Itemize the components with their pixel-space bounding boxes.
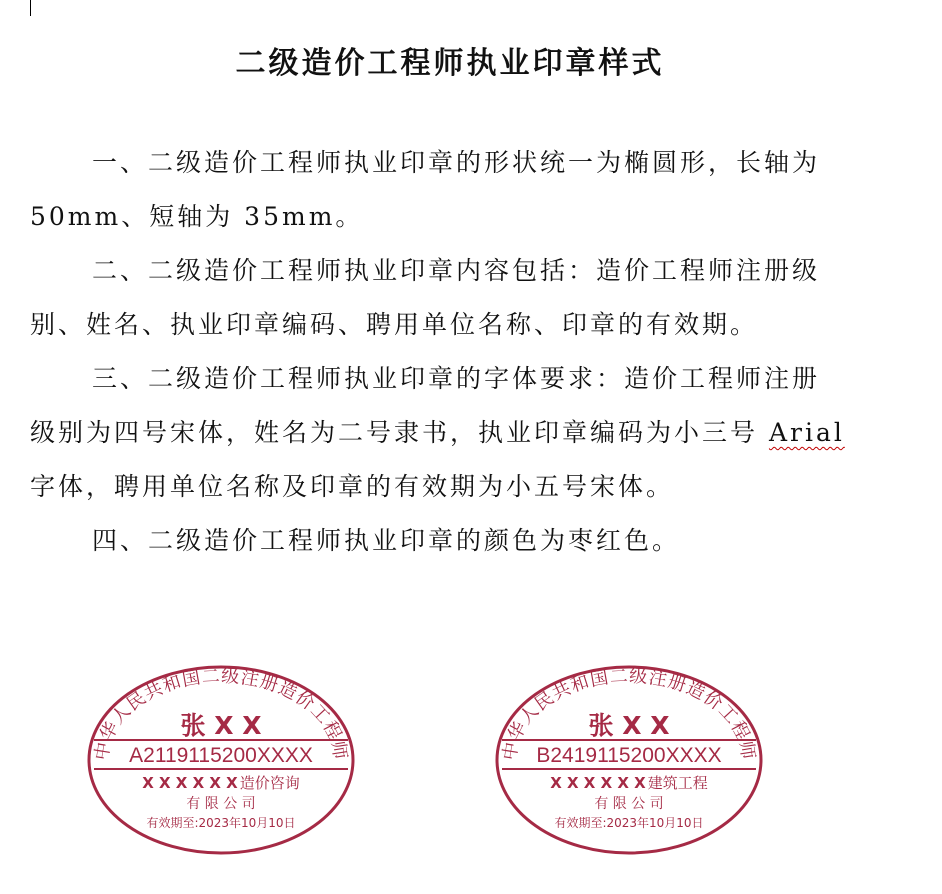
- seal-code: A2119115200XXXX: [129, 744, 313, 767]
- seal-name: 张 X X: [180, 711, 262, 740]
- paragraph-color: [30, 514, 860, 568]
- seal-graphic: [86, 664, 356, 856]
- seal-validity: 有效期至:2023年10月10日: [554, 816, 704, 830]
- seal-stamp-a: [86, 664, 356, 856]
- seal-company-line1: X X X X X X 造价咨询: [142, 774, 300, 792]
- paragraph-line: [30, 406, 860, 460]
- paragraph-content: [30, 244, 860, 352]
- paragraph-line: 字体，聘用单位名称及印章的有效期为小五号宋体。: [30, 472, 675, 501]
- seal-name: 张 X X: [588, 711, 670, 740]
- seal-stamp-b: [494, 664, 764, 856]
- seal-company-line2: 有 限 公 司: [186, 796, 256, 812]
- seal-graphic: [494, 664, 764, 856]
- seal-arc-text: 中华人民共和国二级注册造价工程师: [91, 665, 351, 762]
- paragraph-line: 二、二级造价工程师执业印章内容包括：造价工程师注册级: [92, 256, 821, 285]
- seal-code: B2419115200XXXX: [536, 744, 722, 767]
- paragraph-fonts: [30, 352, 860, 514]
- seal-company-line2: 有 限 公 司: [594, 796, 664, 812]
- text-cursor: [30, 0, 31, 16]
- seal-company-line1: X X X X X X 建筑工程: [550, 774, 708, 792]
- spellcheck-word[interactable]: Arial: [768, 418, 845, 447]
- paragraph-line: 别、姓名、执业印章编码、聘用单位名称、印章的有效期。: [30, 310, 759, 339]
- paragraph-line: 50mm、短轴为 35mm。: [30, 202, 364, 231]
- seal-validity: 有效期至:2023年10月10日: [146, 816, 296, 830]
- paragraph-line: 四、二级造价工程师执业印章的颜色为枣红色。: [92, 526, 681, 555]
- page-title: 二级造价工程师执业印章样式: [235, 46, 665, 81]
- paragraph-line: 三、二级造价工程师执业印章的字体要求：造价工程师注册: [92, 364, 821, 393]
- paragraph-text: 级别为四号宋体，姓名为二号隶书，执业印章编码为小三号: [30, 418, 769, 447]
- seal-arc-text: 中华人民共和国二级注册造价工程师: [499, 665, 759, 762]
- paragraph-shape: [30, 136, 860, 244]
- paragraph-line: 一、二级造价工程师执业印章的形状统一为椭圆形，长轴为: [92, 148, 821, 177]
